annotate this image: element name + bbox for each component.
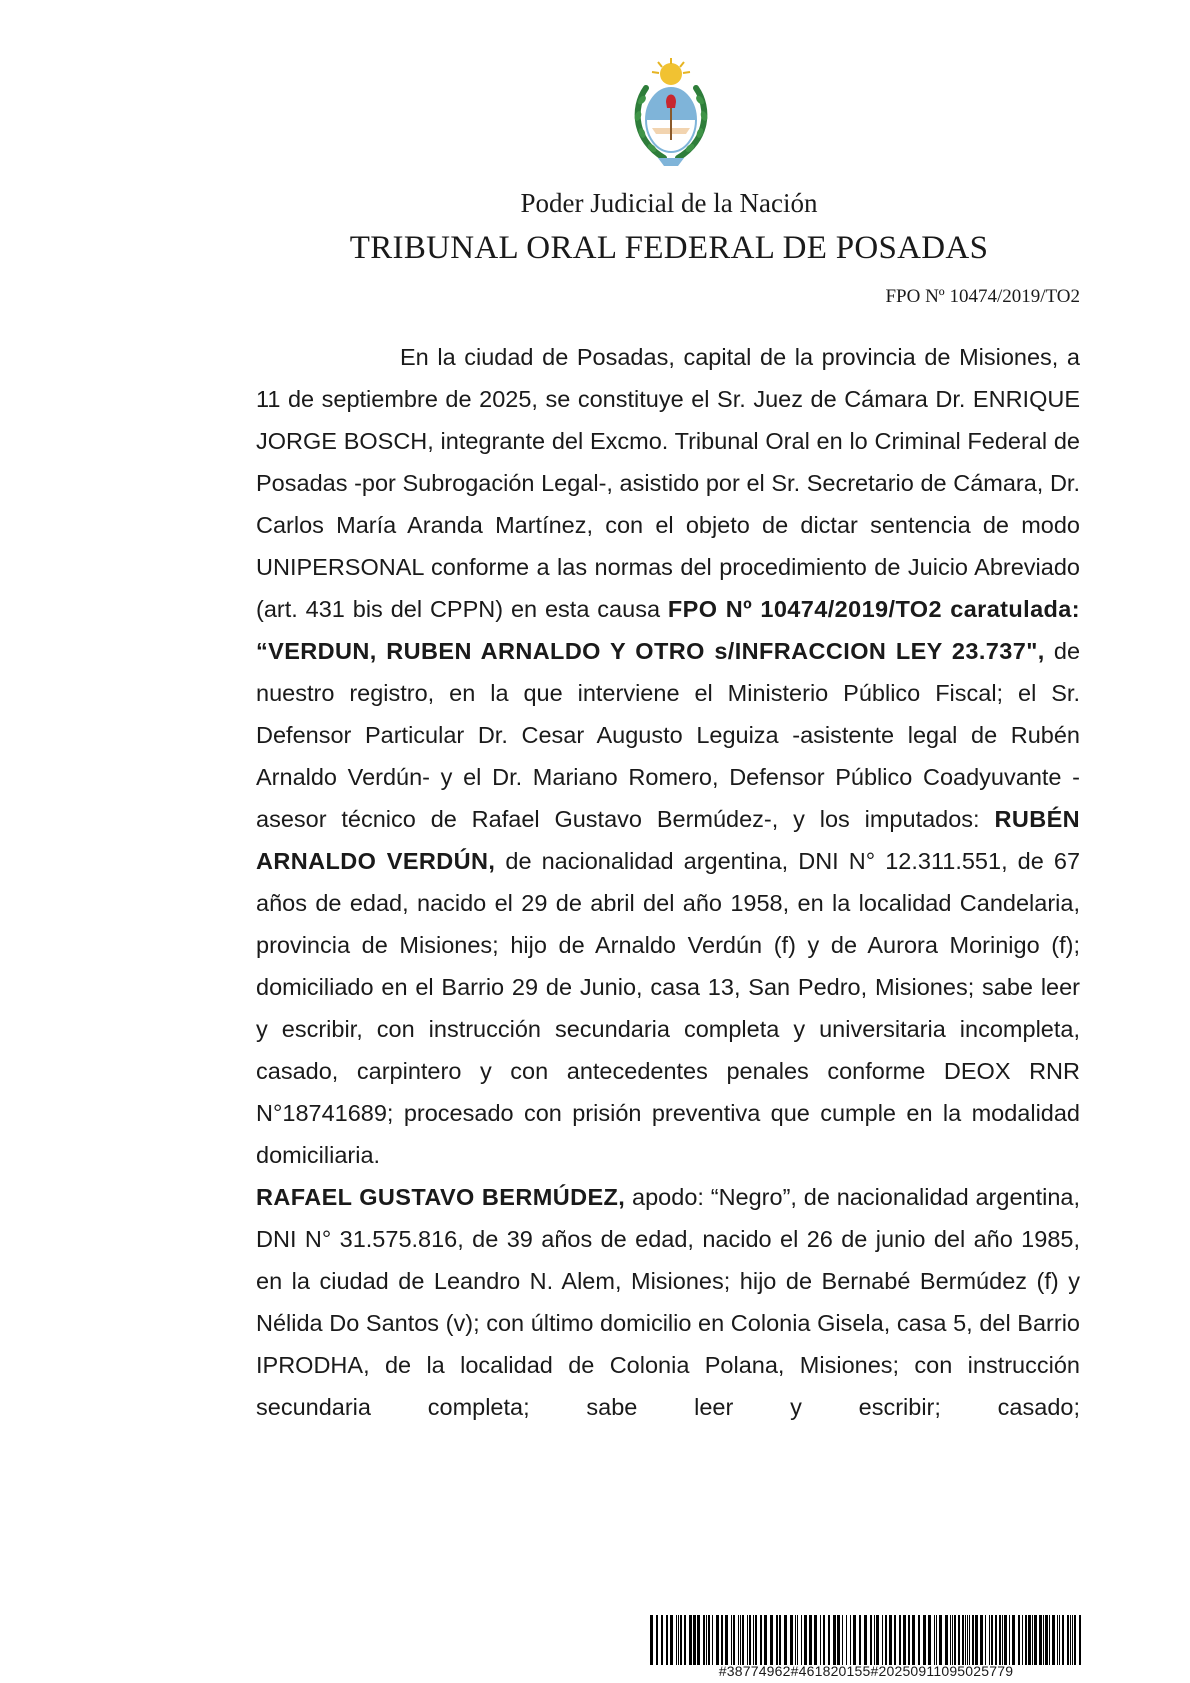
barcode-bar (954, 1615, 956, 1665)
barcode-bar (952, 1615, 953, 1665)
barcode-bar (1052, 1615, 1055, 1665)
barcode-bar (721, 1615, 723, 1665)
barcode-bar (969, 1615, 970, 1665)
barcode-bar (965, 1615, 966, 1665)
barcode-bar (1012, 1615, 1015, 1665)
barcode-bar (697, 1615, 700, 1665)
paragraph-1-intro: En la ciudad de Posadas, capital de la provincia de Misiones, a 11 de septiembre de 2025, se constituye el Sr. Juez de Cámara Dr. ENRIQUE JORGE BOSCH, integrante del Excmo. Tribunal Oral en lo Criminal Federal de Posadas -por Subrogación Legal-, asistido por el Sr. Secretario de Cámara, Dr. Carlos María Aranda Martínez, con el objeto de dictar sentencia de modo UNIPERSONAL conforme a las normas del procedimiento de Juicio Abreviado (art. 431 bis del CPPN) en esta causa (256, 344, 1080, 622)
barcode-bar (716, 1615, 719, 1665)
barcode-bar (666, 1615, 668, 1665)
accused-2-details: apodo: “Negro”, de nacionalidad argentina, DNI N° 31.575.816, de 39 años de edad, nacido el 26 de junio del año 1985, en la ciudad de Leandro N. Alem, Misiones; hijo de Bernabé Bermúdez (f) y Nélida Do Santos (v); con último domicilio en Colonia Gisela, casa 5, del Barrio IPRODHA, de la localidad de Colonia Polana, Misiones; con instrucción secundaria completa; sabe leer y escribir; casado; (256, 1184, 1081, 1420)
barcode-bar (882, 1615, 883, 1665)
barcode-bar (1079, 1615, 1081, 1665)
barcode-bar (689, 1615, 692, 1665)
barcode-bar (770, 1615, 773, 1665)
barcode-bar (1045, 1615, 1048, 1665)
barcode-bar (678, 1615, 679, 1665)
barcode-bar (740, 1615, 741, 1665)
sun-rays (652, 58, 690, 85)
barcode-bar (725, 1615, 728, 1665)
barcode-bar (870, 1615, 872, 1665)
barcode-bar (850, 1615, 851, 1665)
barcode-bar (680, 1615, 682, 1665)
barcode-bar (950, 1615, 951, 1665)
accused-2-name: RAFAEL GUSTAVO BERMÚDEZ, (256, 1184, 626, 1210)
barcode-bar (918, 1615, 920, 1665)
barcode-bar (703, 1615, 705, 1665)
accused-1-details: de nacionalidad argentina, DNI N° 12.311.551, de 67 años de edad, nacido el 29 de abril del año 1958, en la localidad Candelaria, provincia de Misiones; hijo de Arnaldo Verdún (f) y de Aurora Morinigo (f); domiciliado en el Barrio 29 de Junio, casa 13, San Pedro, Misiones; sabe leer y escribir, con instrucción secundaria completa y universitaria incompleta, casado, carpintero y con antecedentes penales conforme DEOX RNR N°18741689; procesado con prisión preventiva que cumple en la modalidad domiciliaria. (256, 848, 1081, 1168)
barcode (650, 1615, 1082, 1665)
barcode-bar (753, 1615, 754, 1665)
barcode-bar (889, 1615, 892, 1665)
barcode-bar (1032, 1615, 1033, 1665)
barcode-bar (661, 1615, 663, 1665)
barcode-bar (945, 1615, 948, 1665)
barcode-bar (833, 1615, 836, 1665)
barcode-bar (876, 1615, 879, 1665)
paragraph-1 (256, 336, 1080, 1176)
barcode-bar (804, 1615, 807, 1665)
barcode-bar (999, 1615, 1001, 1665)
barcode-bar (684, 1615, 686, 1665)
barcode-bar (1022, 1615, 1023, 1665)
barcode-bar (1018, 1615, 1020, 1665)
barcode-bar (1043, 1615, 1044, 1665)
barcode-bar (980, 1615, 983, 1665)
barcode-bar (747, 1615, 748, 1665)
barcode-bar (749, 1615, 751, 1665)
file-reference: FPO Nº 10474/2019/TO2 (885, 286, 1080, 307)
barcode-bar (764, 1615, 767, 1665)
barcode-bar (1059, 1615, 1060, 1665)
barcode-bar (853, 1615, 856, 1665)
barcode-bar (995, 1615, 997, 1665)
barcode-bar (712, 1615, 713, 1665)
barcode-bar (928, 1615, 931, 1665)
barcode-bar (837, 1615, 840, 1665)
barcode-bar (776, 1615, 778, 1665)
barcode-bar (784, 1615, 787, 1665)
barcode-bar (989, 1615, 990, 1665)
barcode-bar (1072, 1615, 1073, 1665)
barcode-bar (795, 1615, 796, 1665)
barcode-bar (912, 1615, 915, 1665)
barcode-bar (939, 1615, 942, 1665)
barcode-bar (885, 1615, 887, 1665)
barcode-bar (797, 1615, 798, 1665)
barcode-bar (842, 1615, 843, 1665)
barcode-bar (1049, 1615, 1050, 1665)
barcode-bar (934, 1615, 935, 1665)
barcode-bar (846, 1615, 847, 1665)
barcode-bar (693, 1615, 696, 1665)
coat-of-arms-icon (628, 58, 714, 170)
barcode-bar (760, 1615, 762, 1665)
barcode-bar (894, 1615, 896, 1665)
barcode-bar (1028, 1615, 1031, 1665)
barcode-bar (814, 1615, 817, 1665)
court-name: TRIBUNAL ORAL FEDERAL DE POSADAS (349, 230, 989, 266)
barcode-bar (1057, 1615, 1058, 1665)
barcode-bar (828, 1615, 830, 1665)
barcode-bar (738, 1615, 739, 1665)
paragraph-1-parties: de nuestro registro, en la que interviene el Ministerio Público Fiscal; el Sr. Defensor Particular Dr. Cesar Augusto Leguiza -asistente legal de Rubén Arnaldo Verdún- y el Dr. Mariano Romero, Defensor Público Coadyuvante -asesor técnico de Rafael Gustavo Bermúdez-, y los imputados: (256, 638, 1081, 832)
barcode-bar (859, 1615, 861, 1665)
barcode-bar (975, 1615, 978, 1665)
barcode-bar (1074, 1615, 1076, 1665)
barcode-bar (809, 1615, 812, 1665)
barcode-bar (1067, 1615, 1069, 1665)
barcode-bar (731, 1615, 732, 1665)
barcode-bar (656, 1615, 658, 1665)
barcode-bar (1070, 1615, 1071, 1665)
barcode-bar (790, 1615, 793, 1665)
barcode-bar (708, 1615, 710, 1665)
barcode-bar (936, 1615, 937, 1665)
barcode-bar (823, 1615, 825, 1665)
document-body (256, 336, 1080, 1428)
barcode-bar (908, 1615, 910, 1665)
barcode-bar (874, 1615, 875, 1665)
barcode-bar (1039, 1615, 1042, 1665)
barcode-bar (1062, 1615, 1064, 1665)
barcode-bar (676, 1615, 677, 1665)
barcode-bar (899, 1615, 901, 1665)
barcode-bar (962, 1615, 964, 1665)
barcode-bar (670, 1615, 673, 1665)
barcode-bar (985, 1615, 986, 1665)
barcode-bar (1034, 1615, 1037, 1665)
barcode-bar (733, 1615, 735, 1665)
barcode-bar (650, 1615, 653, 1665)
barcode-bar (755, 1615, 757, 1665)
barcode-bar (820, 1615, 821, 1665)
barcode-bar (801, 1615, 802, 1665)
barcode-bar (1004, 1615, 1007, 1665)
barcode-bar (864, 1615, 867, 1665)
barcode-bar (742, 1615, 744, 1665)
accused-1-name: RUBÉN ARNALDO VERDÚN, (256, 806, 1081, 874)
barcode-bar (991, 1615, 993, 1665)
barcode-bar (967, 1615, 968, 1665)
barcode-bar (1009, 1615, 1010, 1665)
barcode-bar (706, 1615, 707, 1665)
barcode-number: #38774962#461820155#20250911095025779 (718, 1663, 1014, 1679)
barcode-bar (1002, 1615, 1003, 1665)
barcode-bar (958, 1615, 960, 1665)
paragraph-2 (256, 1176, 1080, 1428)
barcode-bar (903, 1615, 906, 1665)
barcode-bar (1025, 1615, 1027, 1665)
institution-name: Poder Judicial de la Nación (520, 188, 818, 218)
case-title: FPO Nº 10474/2019/TO2 caratulada: “VERDUN, RUBEN ARNALDO Y OTRO s/INFRACCION LEY 23.737", (256, 596, 1081, 664)
barcode-bar (972, 1615, 974, 1665)
barcode-bar (923, 1615, 926, 1665)
barcode-bar (779, 1615, 781, 1665)
